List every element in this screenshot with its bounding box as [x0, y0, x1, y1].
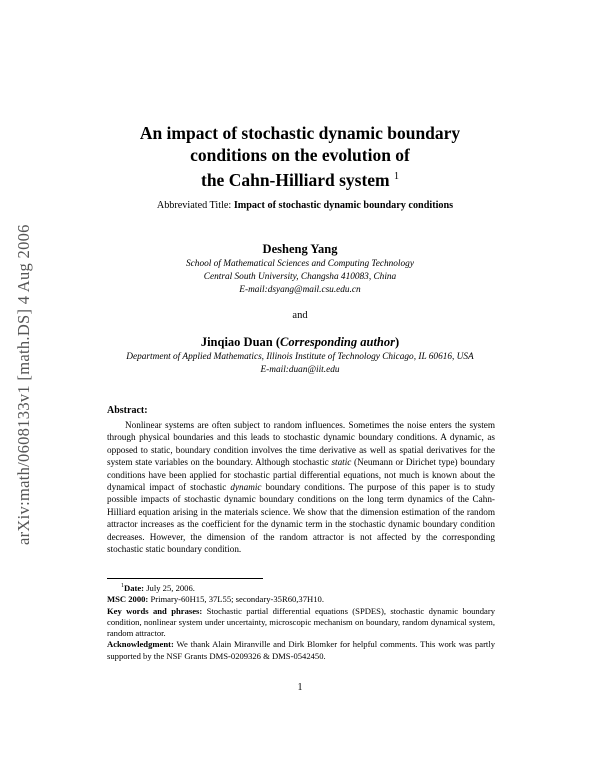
abstract-emphasis-dynamic: dynamic: [230, 482, 262, 493]
author-name-2: Jinqiao Duan (Corresponding author): [200, 335, 400, 349]
abstract-heading: Abstract:: [107, 405, 148, 416]
footnote-rule: [107, 578, 263, 579]
author-block-1: [90, 240, 510, 297]
footnote-msc: [107, 594, 495, 605]
footnote-keywords: [107, 606, 495, 640]
abstract-text-2: (Neumann or Dirichet type) boundary conditions have been applied for stochastic partial differential equations, not much is known about the dynamical impact of stochastic: [107, 457, 495, 493]
msc-label: MSC 2000:: [107, 594, 149, 605]
author-2-name: Jinqiao Duan: [200, 335, 273, 349]
author-block-2: [90, 333, 510, 377]
keywords-value: Stochastic partial differential equations (SPDES), stochastic dynamic boundary condition, nonlinear system under uncertainty, microscopic mechanism on boundary, random dynamical system, random attractor.: [107, 605, 495, 639]
abstract-body: [107, 419, 495, 555]
author-separator: and: [292, 310, 308, 321]
author-2-affiliation: Department of Applied Mathematics, Illinois Institute of Technology Chicago, IL 60616, USA: [126, 352, 474, 362]
footnotes: [107, 581, 495, 662]
footnote-date: [107, 581, 495, 594]
title-line-3-text: the Cahn-Hilliard system: [201, 170, 390, 190]
abstract-emphasis-static: static: [331, 457, 352, 468]
acknowledgment-label: Acknowledgment:: [107, 639, 174, 650]
author-name-1: Desheng Yang: [262, 242, 338, 256]
arxiv-identifier: arXiv:math/0608133v1 [math.DS] 4 Aug 2006: [14, 224, 33, 545]
author-1-email: E-mail:dsyang@mail.csu.edu.cn: [239, 285, 361, 295]
date-label: Date:: [124, 583, 145, 593]
footnote-acknowledgment: [107, 639, 495, 662]
abstract-text-3: boundary conditions. The purpose of this paper is to study possible impacts of stochastic dynamic boundary conditions on the long term dynamics of the Cahn-Hilliard equation arising in the materials science. We show that the dimension estimation of the random attractor increases as the coefficient for the dynamic term in the stochastic dynamic boundary condition decreases. However, the dimension of the random attractor is not affected by the corresponding stochastic static boundary condition.: [107, 482, 495, 555]
keywords-label: Key words and phrases:: [107, 605, 203, 616]
date-value: July 25, 2006.: [146, 583, 195, 593]
abbreviated-title-value: Impact of stochastic dynamic boundary conditions: [233, 200, 454, 211]
author-2-email: E-mail:duan@iit.edu: [260, 365, 340, 375]
abbreviated-title: [100, 200, 510, 211]
msc-value: Primary-60H15, 37L55; secondary-35R60,37H10.: [150, 594, 324, 605]
page-number: 1: [297, 682, 303, 693]
title-footnote-mark: 1: [394, 171, 399, 182]
author-1-affiliation-line-2: Central South University, Changsha 410083, China: [203, 272, 397, 282]
title-line-1: An impact of stochastic dynamic boundary: [139, 123, 461, 143]
title-line-3: [100, 166, 500, 191]
abbreviated-title-label: Abbreviated Title:: [156, 200, 232, 211]
title-line-2: conditions on the evolution of: [190, 145, 410, 165]
abstract-text-1: Nonlinear systems are often subject to random influences. Sometimes the noise enters the system through physical boundaries and this leads to stochastic dynamic boundary conditions. A dynamic, as opposed to static, boundary condition involves the time derivative as well as spatial derivatives for the system state variables on the boundary. Although stochastic: [107, 420, 495, 468]
author-2-role: Corresponding author: [280, 335, 395, 349]
author-1-affiliation-line-1: School of Mathematical Sciences and Computing Technology: [186, 259, 414, 269]
paper-title: [100, 122, 500, 191]
acknowledgment-value: We thank Alain Miranville and Dirk Blomker for helpful comments. This work was partly supported by the NSF Grants DMS-0209326 & DMS-0542450.: [107, 639, 496, 661]
footnote-mark: 1: [121, 583, 124, 589]
